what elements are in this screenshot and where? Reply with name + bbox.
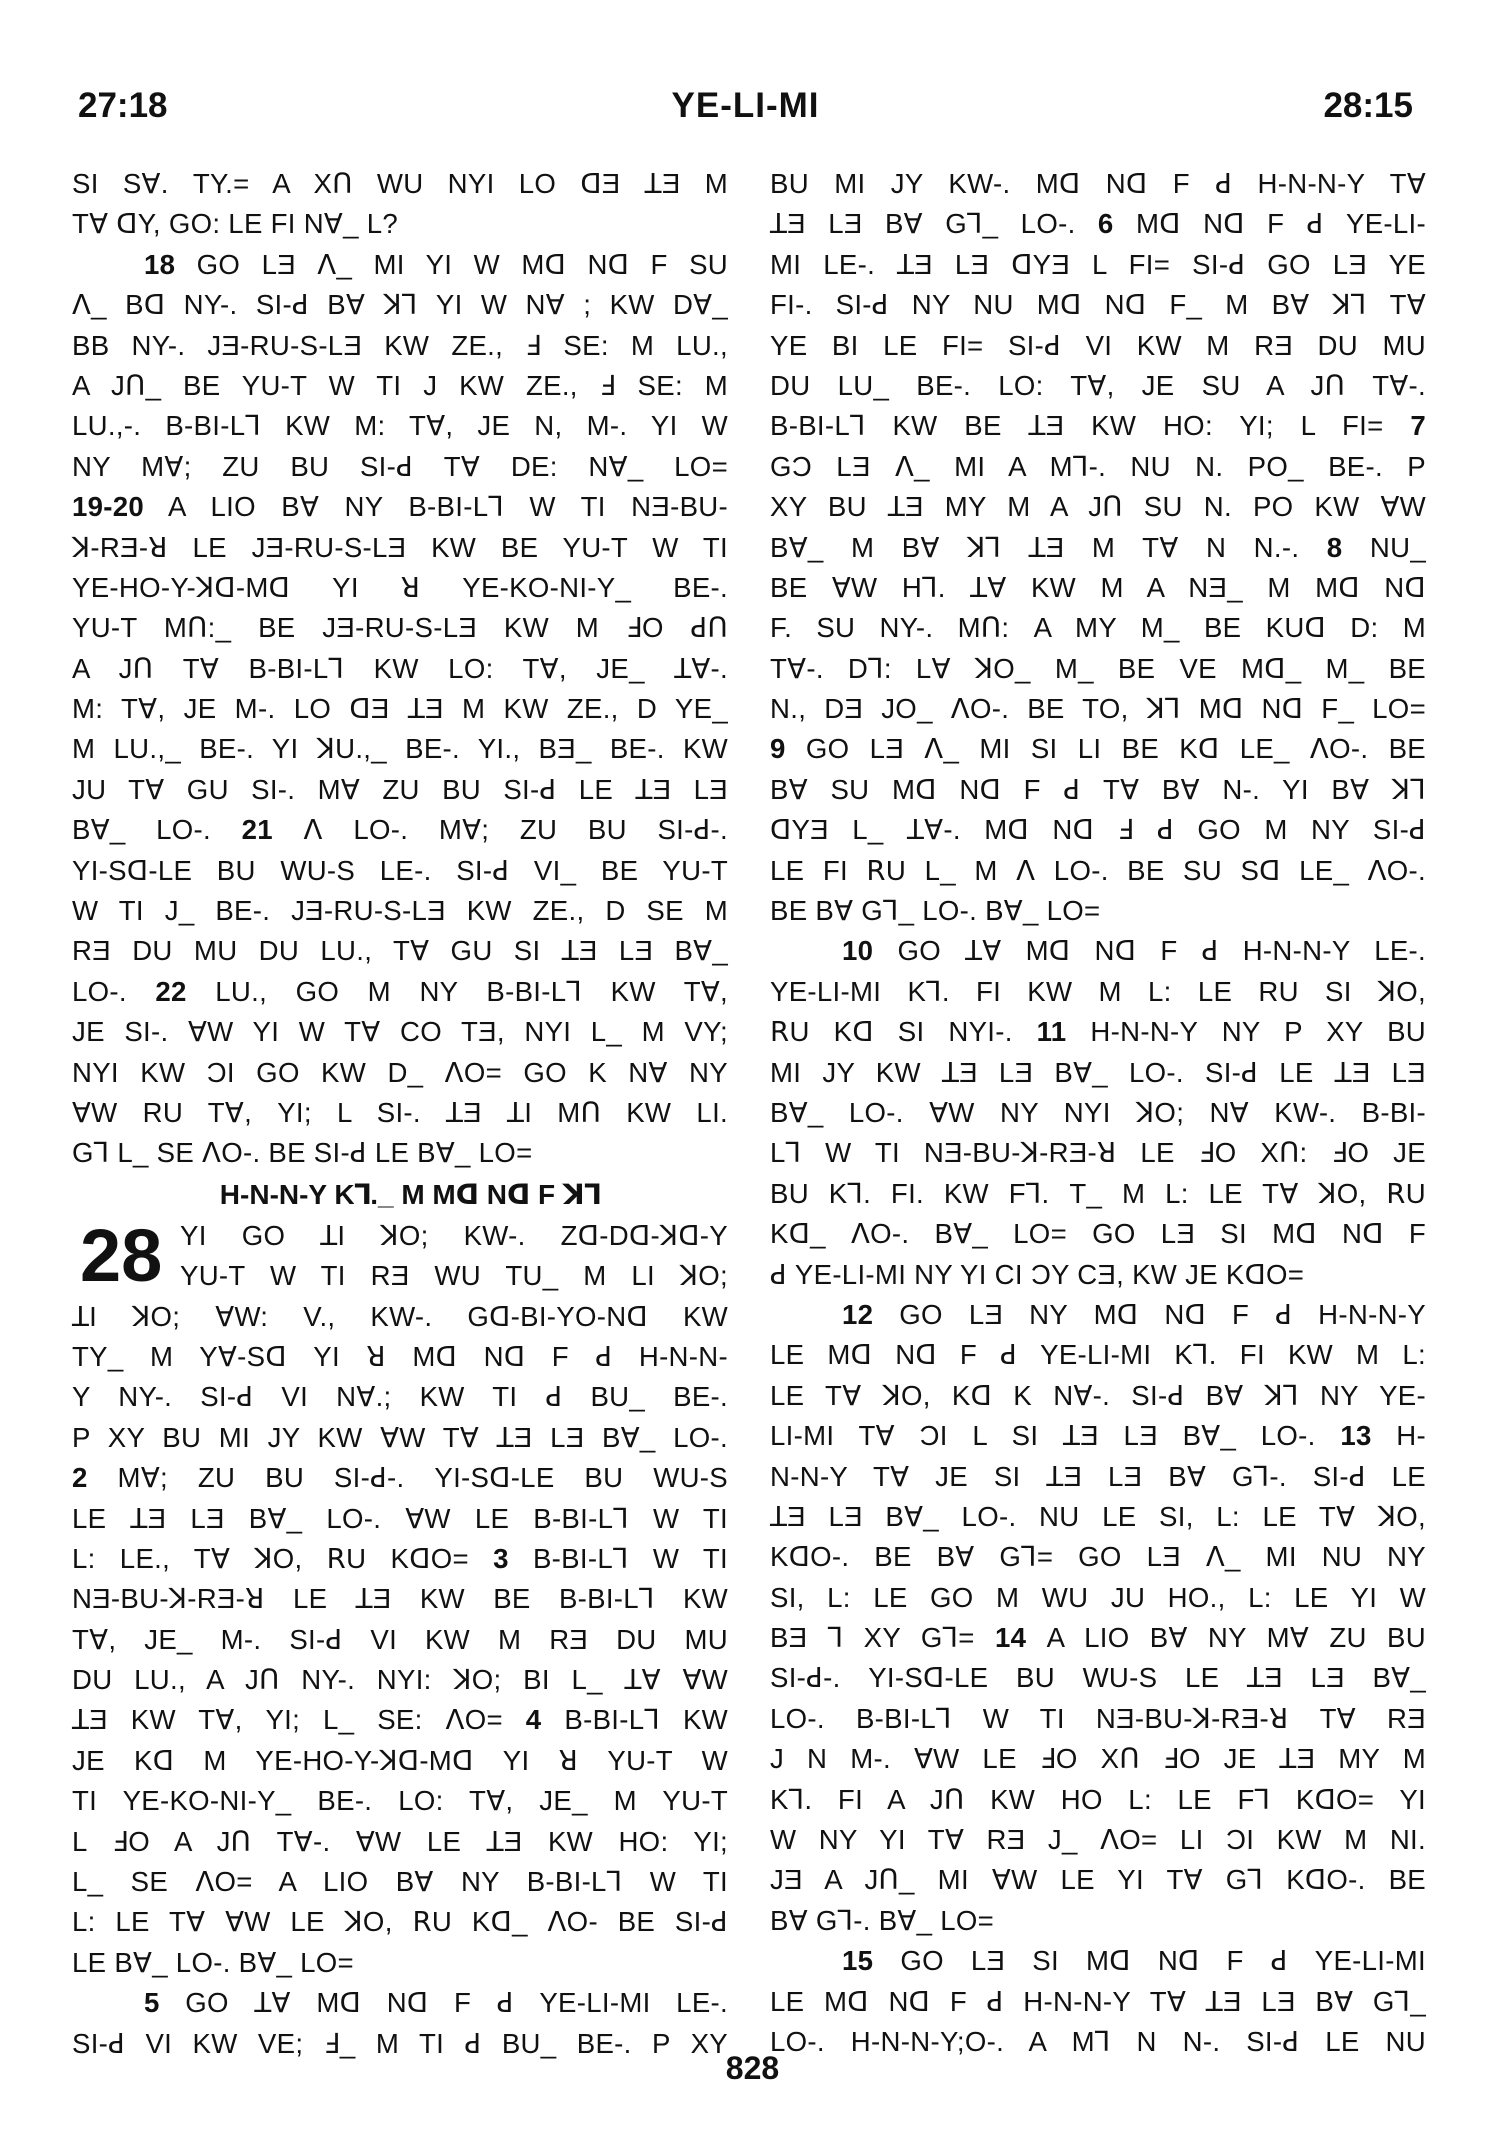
verse-text: Bꓯ_ M Bꓯ ꓘꓶ ꓕƎ M Tꓯ N N.-.: [770, 531, 1327, 563]
verse-text: GO LƎ NY Mꓷ Nꓷ F ꓒ H-N-N-Y: [873, 1298, 1426, 1330]
verse-line: [72, 1983, 728, 2023]
verse-text: ꓕI ꓘO; ꓯW: V., KW-. Gꓷ-BI-YO-Nꓷ KW: [72, 1300, 728, 1332]
verse-line: [72, 689, 728, 729]
verse-line: [72, 649, 728, 689]
running-header: [78, 86, 1413, 130]
verse-line: [770, 568, 1426, 608]
verse-text: YE BI LE FI= SI-ꓒ VI KW M RƎ DU MU: [770, 329, 1426, 361]
verse-line: [72, 1053, 728, 1093]
verse-text: B-BI-Lꓶ KW: [541, 1704, 729, 1736]
verse-text: A JՈ Tꓯ B-BI-Lꓶ KW LO: Tꓯ, JE_ ꓕꓯ-.: [72, 652, 728, 684]
verse-text: Mꓯ; ZU BU SI-ꓒ-. YI-Sꓷ-LE BU WU-S: [87, 1462, 728, 1494]
verse-line: [770, 1457, 1426, 1497]
chapter-number: 28: [80, 1213, 163, 1297]
verse-text: SI-ꓒ-. YI-Sꓷ-LE BU WU-S LE ꓕƎ LƎ Bꓯ_: [770, 1662, 1426, 1694]
verse-line: [770, 608, 1426, 648]
verse-text: F. SU NY-. MՈ: A MY M_ BE KUꓷ D: M: [770, 612, 1426, 644]
verse-text: BE ꓯW Hꓶ. ꓕꓯ KW M A NƎ_ M Mꓷ Nꓷ: [770, 571, 1426, 603]
verse-text: NYI KW ƆI GO KW D_ ꓥO= GO K Nꓯ NY: [72, 1056, 728, 1088]
verse-line: [72, 1377, 728, 1417]
verse-text: Tꓯ ꓷY, GO: LE FI Nꓯ_ L?: [72, 208, 399, 240]
verse-text: GO ꓕꓯ Mꓷ Nꓷ F ꓒ YE-LI-MI LE-.: [159, 1987, 728, 2019]
verse-text: GƆ LƎ ꓥ_ MI A Mꓶ-. NU N. PO_ BE-. P: [770, 450, 1426, 482]
verse-line: [72, 810, 728, 850]
verse-text: L_ SE ꓥO= A LIO Bꓯ NY B-BI-Lꓶ W TI: [72, 1866, 728, 1898]
verse-text: JƎ A JՈ_ MI ꓯW LE YI Tꓯ Gꓶ KꓷO-. BE: [770, 1864, 1426, 1896]
verse-line: [770, 1214, 1426, 1254]
verse-text: Y NY-. SI-ꓒ VI Nꓯ.; KW TI ꓒ BU_ BE-.: [72, 1381, 728, 1413]
verse-text: ꓘ-RƎ-ꓤ LE JƎ-RU-S-LƎ KW BE YU-T W TI: [72, 531, 728, 563]
verse-line: [72, 729, 728, 769]
verse-line: [72, 1458, 728, 1498]
verse-line: [72, 164, 728, 204]
verse-text: LE Mꓷ Nꓷ F ꓒ H-N-N-Y Tꓯ ꓕƎ LƎ Bꓯ Gꓶ_: [770, 1985, 1426, 2017]
verse-text: YI-Sꓷ-LE BU WU-S LE-. SI-ꓒ VI_ BE YU-T: [72, 854, 728, 886]
verse-number: 6: [1097, 208, 1114, 240]
verse-line: [72, 1579, 728, 1619]
verse-number: 7: [1410, 410, 1426, 442]
verse-line: [72, 770, 728, 810]
verse-line: [72, 204, 728, 244]
verse-text: BU MI JY KW-. Mꓷ Nꓷ F ꓒ H-N-N-Y Tꓯ: [770, 168, 1426, 199]
verse-line: [72, 1943, 728, 1983]
verse-text: LI-MI Tꓯ ƆI L SI ꓕƎ LƎ Bꓯ_ LO-.: [770, 1420, 1341, 1452]
verse-line: [72, 245, 728, 285]
chapter-heading: H-N-N-Y Kꓶ._ M Mꓷ Nꓷ F ꓘꓶ: [219, 1178, 601, 1210]
verse-text: H-N-N-Y NY P XY BU: [1066, 1016, 1427, 1048]
verse-text: FI-. SI-ꓒ NY NU Mꓷ Nꓷ F_ M Bꓯ ꓘꓶ Tꓯ: [770, 289, 1426, 321]
verse-text: GO LƎ ꓥ_ MI YI W Mꓷ Nꓷ F SU: [175, 248, 728, 280]
verse-line: [770, 851, 1426, 891]
verse-text: RƎ DU MU DU LU., Tꓯ GU SI ꓕƎ LƎ Bꓯ_: [72, 935, 728, 967]
verse-text: J N M-. ꓯW LE ꓞO XՈ ꓞO JE ꓕƎ MY M: [770, 1743, 1426, 1775]
verse-line: [770, 245, 1426, 285]
verse-line: [770, 1053, 1426, 1093]
verse-number: 19-20: [72, 491, 145, 523]
verse-text: B-BI-Lꓶ W TI: [508, 1542, 729, 1574]
verse-line: [770, 487, 1426, 527]
verse-text: NƎ-BU-ꓘ-RƎ-ꓤ LE ꓕƎ KW BE B-BI-Lꓶ KW: [72, 1583, 728, 1615]
verse-line: [770, 528, 1426, 568]
verse-text: SI Sꓯ. TY.= A XՈ WU NYI LO ꓷƎ ꓕƎ M: [72, 168, 728, 199]
verse-text: A LIO Bꓯ NY B-BI-Lꓶ W TI NƎ-BU-: [144, 491, 728, 523]
verse-text: SI-ꓒ VI KW VE; Ⅎ_ M TI ꓒ BU_ BE-. P XY: [72, 2027, 728, 2059]
verse-text: A JՈ_ BE YU-T W TI J KW ZE., Ⅎ SE: M: [72, 369, 728, 401]
verse-number: 21: [241, 814, 273, 846]
verse-line: [770, 1416, 1426, 1456]
left-column: [72, 164, 728, 2064]
verse-number: 14: [995, 1622, 1027, 1654]
verse-line: [72, 1499, 728, 1539]
verse-line: [770, 204, 1426, 244]
verse-text: N-N-Y Tꓯ JE SI ꓕƎ LƎ Bꓯ Gꓶ-. SI-ꓒ LE: [770, 1460, 1426, 1492]
verse-line: [770, 1174, 1426, 1214]
verse-text: M LU.,_ BE-. YI ꓘU.,_ BE-. YI., BƎ_ BE-. KW: [72, 733, 728, 765]
verse-line: [72, 851, 728, 891]
verse-text: BƎ ꓶ XY Gꓶ=: [770, 1622, 996, 1654]
verse-line: [770, 931, 1426, 971]
verse-line: [72, 285, 728, 325]
verse-text: W NY YI Tꓯ RƎ J_ ꓥO= LI ƆI KW M NI.: [770, 1824, 1426, 1856]
verse-line: [72, 326, 728, 366]
verse-line: [770, 1497, 1426, 1537]
verse-text: TI YE-KO-NI-Y_ BE-. LO: Tꓯ, JE_ M YU-T: [72, 1785, 728, 1817]
verse-line: [72, 1781, 728, 1821]
verse-text: W TI J_ BE-. JƎ-RU-S-LƎ KW ZE., D SE M: [72, 895, 728, 927]
verse-text: GO ꓕꓯ Mꓷ Nꓷ F ꓒ H-N-N-Y LE-.: [873, 935, 1426, 967]
verse-line: [770, 1739, 1426, 1779]
verse-line: [72, 972, 728, 1012]
verse-line: [770, 1901, 1426, 1941]
verse-text: L: LE., Tꓯ ꓘO, ꓣU KꓷO=: [72, 1542, 494, 1574]
verse-line: [770, 1295, 1426, 1335]
verse-line: [72, 1297, 728, 1337]
verse-line: [72, 1539, 728, 1579]
verse-text: Bꓯ Gꓶ-. Bꓯ_ LO=: [770, 1904, 995, 1936]
verse-text: L: LE Tꓯ ꓯW LE ꓘO, ꓣU Kꓷ_ ꓥO- BE SI-ꓒ: [72, 1906, 728, 1938]
verse-text: XY BU ꓕƎ MY M A JՈ SU N. PO KW ꓯW: [770, 491, 1426, 523]
verse-line: [72, 1093, 728, 1133]
verse-text: ꓒ YE-LI-MI NY YI CI ƆY CƎ, KW JE KꓷO=: [770, 1258, 1305, 1290]
page-number: 828: [725, 2050, 780, 2086]
verse-line: [770, 164, 1426, 204]
verse-text: ꓕƎ KW Tꓯ, YI; L_ SE: ꓥO=: [72, 1704, 526, 1736]
verse-text: LE FI ꓣU L_ M ꓥ LO-. BE SU Sꓷ LE_ ꓥO-.: [770, 854, 1426, 886]
verse-number: 22: [155, 975, 187, 1007]
verse-text: GO LƎ SI Mꓷ Nꓷ F ꓒ YE-LI-MI: [873, 1945, 1426, 1977]
verse-text: BB NY-. JƎ-RU-S-LƎ KW ZE., Ⅎ SE: M LU.,: [72, 329, 728, 361]
verse-line: [770, 326, 1426, 366]
verse-text: Tꓯ-. Dꓶ: Lꓯ ꓘO_ M_ BE VE Mꓷ_ M_ BE: [770, 652, 1426, 684]
right-column: [770, 164, 1426, 2062]
verse-text: Kꓶ. FI A JՈ KW HO L: LE Fꓶ KꓷO= YI: [770, 1783, 1426, 1815]
verse-text: ꓣU Kꓷ SI NYI-.: [770, 1016, 1037, 1048]
verse-number: 4: [525, 1704, 542, 1736]
verse-line: [770, 1012, 1426, 1052]
verse-line: [72, 1862, 728, 1902]
header-right-reference: 28:15: [1323, 86, 1413, 125]
verse-text: H-: [1371, 1420, 1426, 1452]
verse-line: YI GO ꓕI ꓘO; KW-. Zꓷ-Dꓷ-ꓘꓷ-Y: [180, 1219, 728, 1251]
verse-text: ꓕƎ LƎ Bꓯ Gꓶ_ LO-.: [770, 208, 1098, 240]
verse-number: 15: [842, 1945, 874, 1977]
verse-line: [770, 1658, 1426, 1698]
verse-line: [770, 1376, 1426, 1416]
header-left-reference: 27:18: [78, 86, 168, 125]
header-book-title: YE-LI-MI: [671, 86, 820, 125]
verse-text: LO-. B-BI-Lꓶ W TI NƎ-BU-ꓘ-RƎ-ꓤ Tꓯ RƎ: [770, 1702, 1426, 1734]
verse-text: Gꓶ L_ SE ꓥO-. BE SI-ꓒ LE Bꓯ_ LO=: [72, 1137, 533, 1169]
verse-text: LE Mꓷ Nꓷ F ꓒ YE-LI-MI Kꓶ. FI KW M L:: [770, 1339, 1426, 1371]
verse-number: 8: [1326, 531, 1343, 563]
verse-line: [770, 1093, 1426, 1133]
verse-text: ꓥ LO-. Mꓯ; ZU BU SI-ꓒ-.: [272, 814, 729, 846]
verse-line: [770, 1537, 1426, 1577]
verse-text: SI, L: LE GO M WU JU HO., L: LE YI W: [770, 1581, 1426, 1613]
verse-text: DU LU., A JՈ NY-. NYI: ꓘO; BI L_ ꓕꓯ ꓯW: [72, 1664, 728, 1696]
verse-text: Bꓯ_ LO-. ꓯW NY NYI ꓘO; Nꓯ KW-. B-BI-: [770, 1096, 1426, 1128]
verse-line: [770, 1860, 1426, 1900]
verse-text: ꓯW RU Tꓯ, YI; L SI-. ꓕƎ ꓕI MՈ KW LI.: [72, 1096, 728, 1128]
verse-text: DU LU_ BE-. LO: Tꓯ, JE SU A JՈ Tꓯ-.: [770, 369, 1426, 401]
verse-number: 2: [72, 1462, 88, 1494]
verse-line: [770, 972, 1426, 1012]
verse-line: [770, 1133, 1426, 1173]
verse-line: [72, 1660, 728, 1700]
verse-line: [72, 608, 728, 648]
verse-text: LE Tꓯ ꓘO, Kꓷ K Nꓯ-. SI-ꓒ Bꓯ ꓘꓶ NY YE-: [770, 1379, 1426, 1411]
verse-text: ꓷYƎ L_ ꓕꓯ-. Mꓷ Nꓷ Ⅎ ꓒ GO M NY SI-ꓒ: [770, 814, 1426, 846]
verse-number: 10: [842, 935, 874, 967]
verse-text: Lꓶ W TI NƎ-BU-ꓘ-RƎ-ꓤ LE ꓞO XՈ: ꓞO JE: [770, 1137, 1426, 1169]
verse-line: [770, 689, 1426, 729]
verse-line: [770, 891, 1426, 931]
verse-text: LE Bꓯ_ LO-. Bꓯ_ LO=: [72, 1946, 354, 1978]
verse-number: 13: [1340, 1420, 1372, 1452]
verse-line: [72, 1822, 728, 1862]
verse-number: 18: [144, 248, 176, 280]
verse-line: [72, 568, 728, 608]
verse-line: [770, 366, 1426, 406]
verse-text: P XY BU MI JY KW ꓯW Tꓯ ꓕƎ LƎ Bꓯ_ LO-.: [72, 1421, 728, 1453]
verse-line: [770, 1618, 1426, 1658]
verse-line: [72, 366, 728, 406]
verse-line: [72, 891, 728, 931]
verse-number: 11: [1036, 1016, 1067, 1048]
verse-line: [72, 1133, 728, 1173]
verse-text: ꓕƎ LƎ Bꓯ_ LO-. NU LE SI, L: LE Tꓯ ꓘO,: [770, 1500, 1426, 1532]
verse-number: 5: [144, 1987, 160, 2019]
verse-text: MI LE-. ꓕƎ LƎ ꓷYƎ L FI= SI-ꓒ GO LƎ YE: [770, 248, 1426, 280]
verse-line: [770, 1820, 1426, 1860]
verse-line: [72, 1902, 728, 1942]
verse-text: Bꓯ SU Mꓷ Nꓷ F ꓒ Tꓯ Bꓯ N-. YI Bꓯ ꓘꓶ: [770, 773, 1426, 805]
verse-text: LO-. H-N-N-Y;O-. A Mꓶ N N-. SI-ꓒ LE NU: [770, 2025, 1426, 2057]
verse-text: LU., GO M NY B-BI-Lꓶ KW Tꓯ,: [186, 975, 728, 1007]
verse-line: [770, 447, 1426, 487]
verse-text: B-BI-Lꓶ KW BE ꓕƎ KW HO: YI; L FI=: [770, 410, 1411, 442]
verse-text: JE Kꓷ M YE-HO-Y-ꓘꓷ-Mꓷ YI ꓤ YU-T W: [72, 1744, 728, 1776]
verse-line: [770, 649, 1426, 689]
verse-text: YU-T MՈ:_ BE JƎ-RU-S-LƎ KW M ꓞO ꓒՈ: [72, 612, 728, 644]
verse-line: [72, 1700, 728, 1740]
verse-line: [72, 447, 728, 487]
verse-line: [770, 1255, 1426, 1295]
verse-line: [72, 406, 728, 446]
verse-text: L ꓞO A JՈ Tꓯ-. ꓯW LE ꓕƎ KW HO: YI;: [72, 1825, 728, 1857]
verse-text: ꓥ_ Bꓷ NY-. SI-ꓒ Bꓯ ꓘꓶ YI W Nꓯ ; KW Dꓯ_: [72, 289, 728, 321]
verse-text: BE Bꓯ Gꓶ_ LO-. Bꓯ_ LO=: [770, 895, 1101, 927]
verse-line: [770, 1699, 1426, 1739]
verse-line: [72, 931, 728, 971]
verse-text: Mꓷ Nꓷ F ꓒ YE-LI-: [1113, 208, 1426, 240]
verse-text: LU.,-. B-BI-Lꓶ KW M: Tꓯ, JE N, M-. YI W: [72, 410, 728, 442]
verse-line: [72, 487, 728, 527]
verse-text: KꓷO-. BE Bꓯ Gꓶ= GO LƎ ꓥ_ MI NU NY: [770, 1541, 1426, 1573]
verse-text: JE SI-. ꓯW YI W Tꓯ CO TƎ, NYI L_ M VY;: [72, 1016, 728, 1048]
verse-line: [770, 810, 1426, 850]
verse-number: 9: [770, 733, 786, 765]
verse-line: [770, 285, 1426, 325]
verse-text: Tꓯ, JE_ M-. SI-ꓒ VI KW M RƎ DU MU: [72, 1623, 728, 1655]
verse-text: YE-HO-Y-ꓘꓷ-Mꓷ YI ꓤ YE-KO-NI-Y_ BE-.: [72, 571, 728, 603]
verse-text: GO LƎ ꓥ_ MI SI LI BE Kꓷ LE_ ꓥO-. BE: [785, 733, 1426, 765]
left-column-text-block: [72, 164, 728, 1174]
verse-line: [770, 770, 1426, 810]
verse-line: [770, 1982, 1426, 2022]
verse-line: [770, 1335, 1426, 1375]
verse-line: [770, 729, 1426, 769]
verse-text: M: Tꓯ, JE M-. LO ꓷƎ ꓕƎ M KW ZE., D YE_: [72, 693, 728, 725]
chapter-opening: [72, 1213, 728, 1297]
verse-text: LE ꓕƎ LƎ Bꓯ_ LO-. ꓯW LE B-BI-Lꓶ W TI: [72, 1502, 728, 1534]
verse-number: 12: [842, 1298, 874, 1330]
verse-text: YE-LI-MI Kꓶ. FI KW M L: LE RU SI ꓘO,: [770, 975, 1426, 1007]
left-column-text-block: [72, 1297, 728, 2064]
verse-text: Bꓯ_ LO-.: [72, 814, 242, 846]
verse-line: [72, 1620, 728, 1660]
verse-line: [770, 1780, 1426, 1820]
verse-text: LO-.: [72, 975, 156, 1007]
verse-line: [770, 1941, 1426, 1981]
verse-text: NU_: [1342, 531, 1426, 563]
verse-text: N., DƎ JO_ ꓥO-. BE TO, ꓘꓶ Mꓷ Nꓷ F_ LO=: [770, 693, 1426, 725]
verse-line: YU-T W TI RƎ WU TU_ M LI ꓘO;: [180, 1260, 728, 1292]
verse-line: [72, 1012, 728, 1052]
verse-line: [770, 1578, 1426, 1618]
verse-text: TY_ M Yꓯ-Sꓷ YI ꓤ Mꓷ Nꓷ F ꓒ H-N-N-: [72, 1340, 728, 1372]
verse-line: [72, 1741, 728, 1781]
verse-text: A LIO Bꓯ NY Mꓯ ZU BU: [1026, 1622, 1426, 1654]
verse-text: NY Mꓯ; ZU BU SI-ꓒ Tꓯ DE: Nꓯ_ LO=: [72, 450, 728, 482]
verse-text: JU Tꓯ GU SI-. Mꓯ ZU BU SI-ꓒ LE ꓕƎ LƎ: [72, 773, 728, 805]
verse-text: BU Kꓶ. FI. KW Fꓶ. T_ M L: LE Tꓯ ꓘO, ꓣU: [770, 1177, 1426, 1209]
verse-text: MI JY KW ꓕƎ LƎ Bꓯ_ LO-. SI-ꓒ LE ꓕƎ LƎ: [770, 1056, 1426, 1088]
verse-line: [72, 528, 728, 568]
verse-number: 3: [493, 1542, 509, 1574]
verse-text: Kꓷ_ ꓥO-. Bꓯ_ LO= GO LƎ SI Mꓷ Nꓷ F: [770, 1218, 1426, 1250]
verse-line: [72, 1337, 728, 1377]
verse-line: [72, 1418, 728, 1458]
verse-line: [770, 406, 1426, 446]
